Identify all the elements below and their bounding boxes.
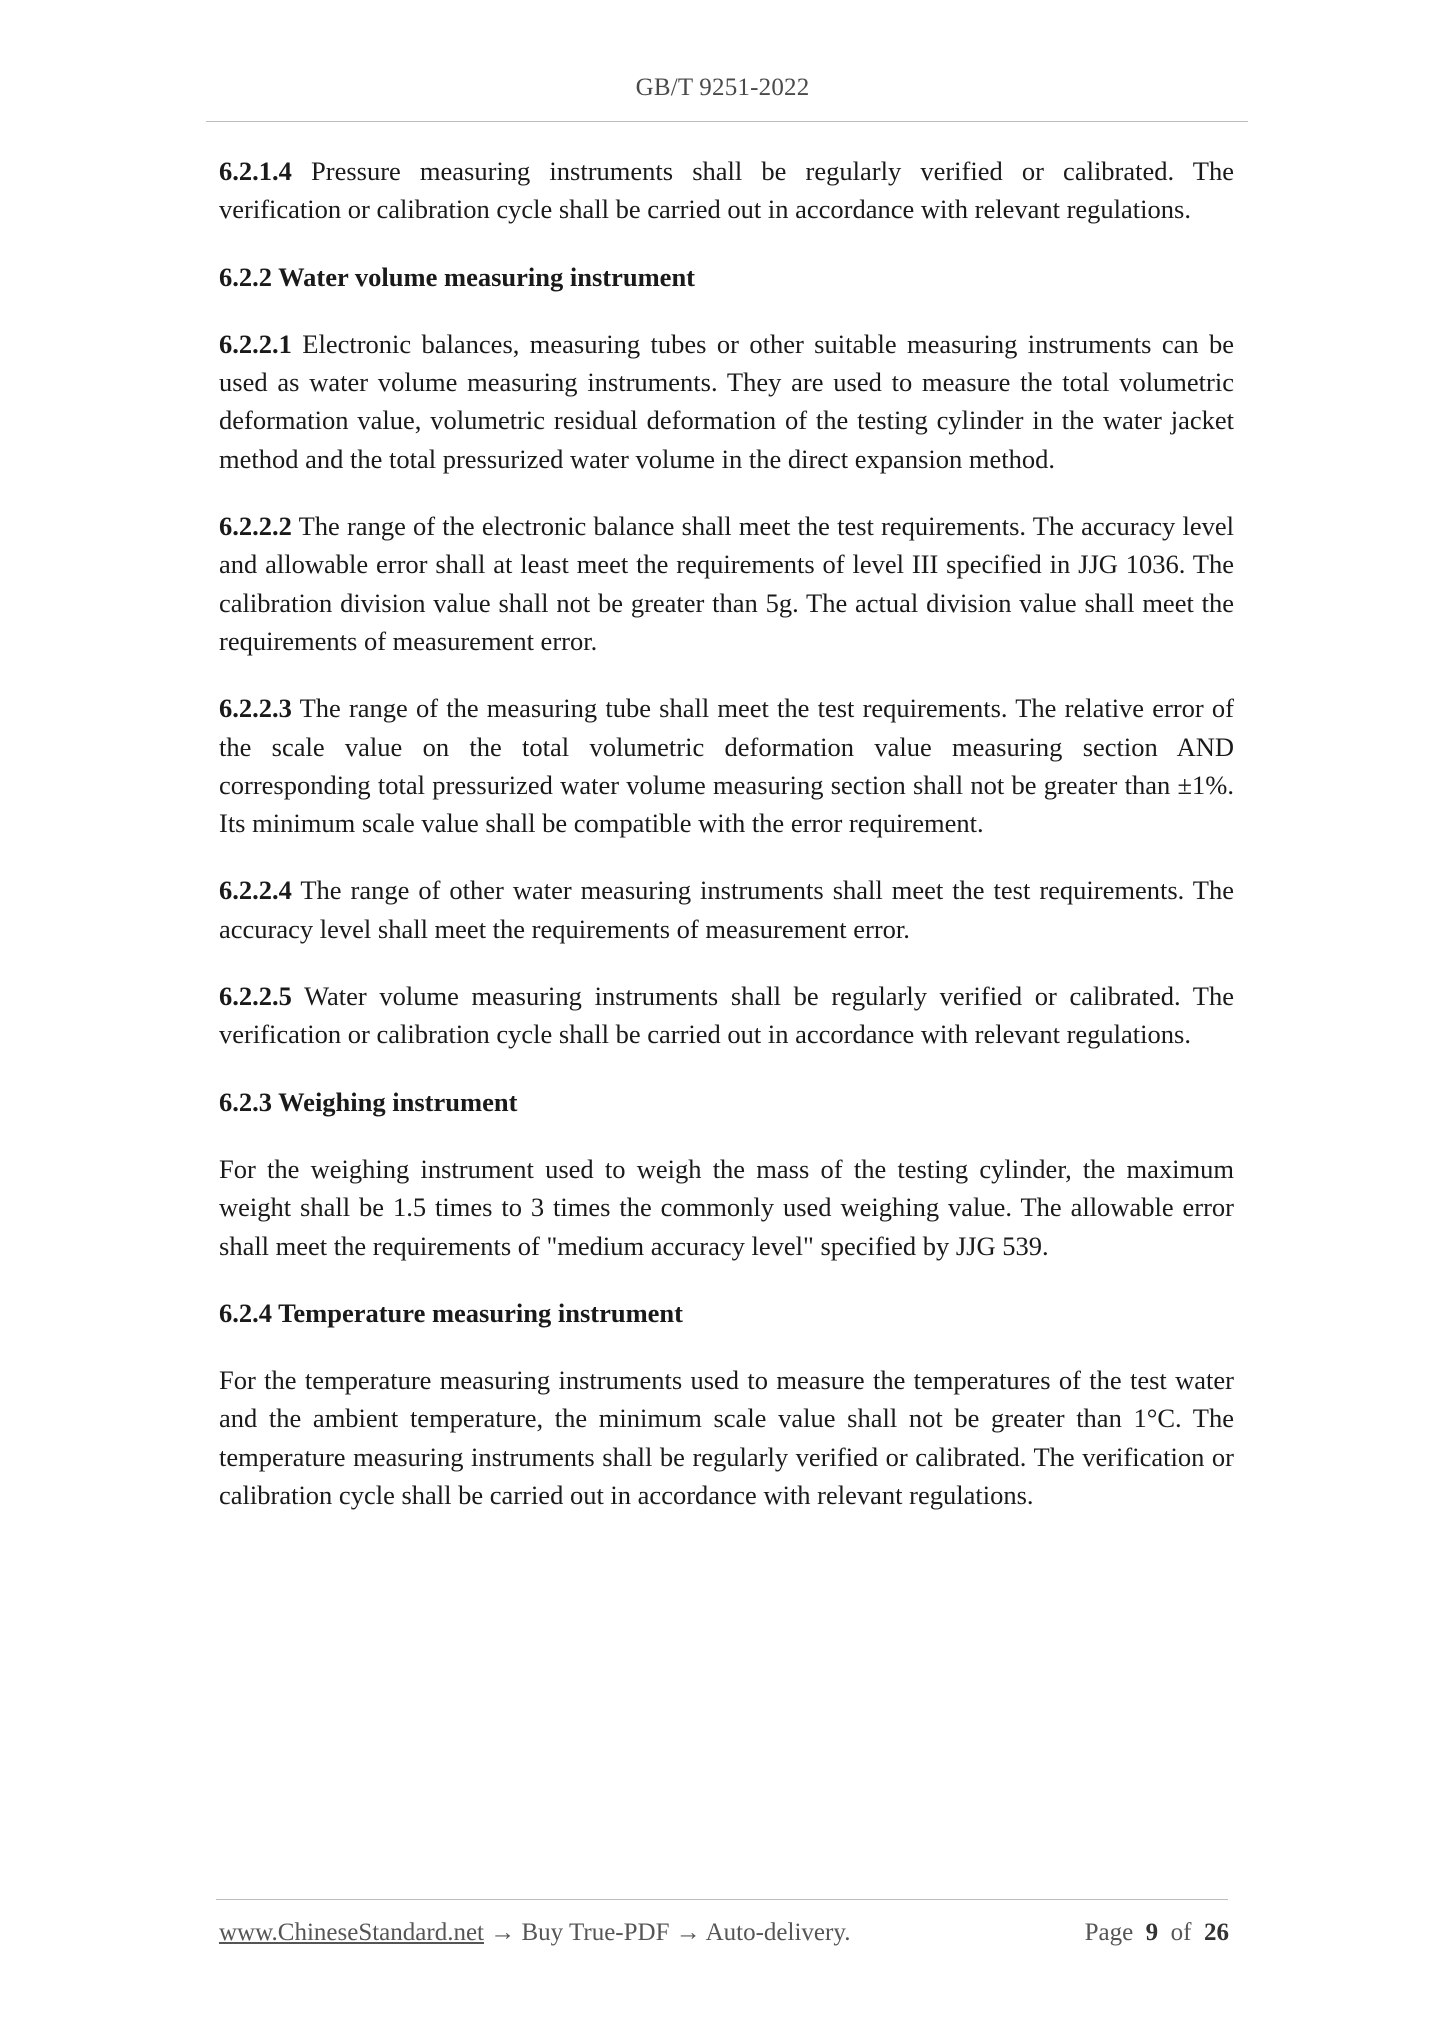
page-current: 9	[1145, 1919, 1159, 1946]
section-heading-6-2-2: 6.2.2 Water volume measuring instrument	[219, 261, 696, 292]
clause-text: For the weighing instrument used to weigh the mass of the testing cylinder, the maximum weight shall be 1.5 times to 3 times the commonly used weighing value. The allowable error shall meet the requirements of "medium accuracy level" specified by JJG 539.	[219, 1153, 1234, 1261]
footer-promo	[219, 1919, 850, 1947]
section-heading-6-2-3: 6.2.3 Weighing instrument	[219, 1086, 518, 1117]
buy-text: Buy True-PDF	[521, 1919, 670, 1946]
page-of: of	[1170, 1919, 1192, 1946]
clause-6-2-2-2	[219, 507, 1234, 660]
clause-text: The range of other water measuring instruments shall meet the test requirements. The accuracy level shall meet the requirements of measurement error.	[219, 875, 1234, 944]
page-number	[1085, 1919, 1229, 1947]
clause-text: Electronic balances, measuring tubes or other suitable measuring instruments can be used as water volume measuring instruments. They are used to measure the total volumetric deformation value, volumetric residual deformation of the testing cylinder in the water jacket method and the total pressurized water volume in the direct expansion method.	[219, 328, 1234, 474]
clause-6-2-3-text	[219, 1150, 1234, 1265]
document-body	[219, 152, 1234, 1543]
clause-6-2-1-4	[219, 152, 1234, 229]
delivery-text: Auto-delivery.	[705, 1919, 851, 1946]
clause-text: The range of the measuring tube shall meet the test requirements. The relative error of the scale value on the total volumetric deformation value measuring section AND corresponding total pressurized water volume measuring section shall not be greater than ±1%. Its minimum scale value shall be compatible with the error requirement.	[219, 693, 1234, 839]
clause-6-2-2-1	[219, 325, 1234, 478]
website-link[interactable]: www.ChineseStandard.net	[219, 1919, 484, 1946]
clause-text: For the temperature measuring instruments used to measure the temperatures of the test water and the ambient temperature, the minimum scale value shall not be greater than 1°C. The temperature measuring instruments shall be regularly verified or calibrated. The verification or calibration cycle shall be carried out in accordance with relevant regulations.	[219, 1365, 1234, 1511]
clause-6-2-4-text	[219, 1361, 1234, 1514]
header-divider	[206, 121, 1248, 122]
page-total: 26	[1204, 1919, 1229, 1946]
section-heading-6-2-4: 6.2.4 Temperature measuring instrument	[219, 1297, 683, 1328]
clause-6-2-2-4	[219, 871, 1234, 948]
clause-6-2-2-3	[219, 689, 1234, 842]
clause-text: The range of the electronic balance shall meet the test requirements. The accuracy level and allowable error shall at least meet the requirements of level III specified in JJG 1036. The calibration division value shall not be greater than 5g. The actual division value shall meet the requirements of measurement error.	[219, 511, 1234, 656]
clause-number: 6.2.2.4	[219, 875, 292, 906]
clause-number: 6.2.1.4	[219, 156, 292, 186]
clause-number: 6.2.2.2	[219, 511, 292, 542]
arrow-right-icon: →	[490, 1919, 516, 1946]
document-header-title: GB/T 9251-2022	[635, 74, 810, 101]
clause-number: 6.2.2.5	[219, 981, 292, 1012]
clause-text: Pressure measuring instruments shall be regularly verified or calibrated. The verification or calibration cycle shall be carried out in accordance with relevant regulations.	[219, 156, 1234, 225]
arrow-right-icon: →	[675, 1919, 701, 1946]
clause-6-2-2-5	[219, 977, 1234, 1054]
footer-divider	[216, 1899, 1228, 1900]
page-label: Page	[1084, 1919, 1134, 1946]
clause-number: 6.2.2.1	[219, 328, 292, 359]
clause-text: Water volume measuring instruments shall be regularly verified or calibrated. The verification or calibration cycle shall be carried out in accordance with relevant regulations.	[219, 981, 1234, 1050]
clause-number: 6.2.2.3	[219, 693, 292, 724]
